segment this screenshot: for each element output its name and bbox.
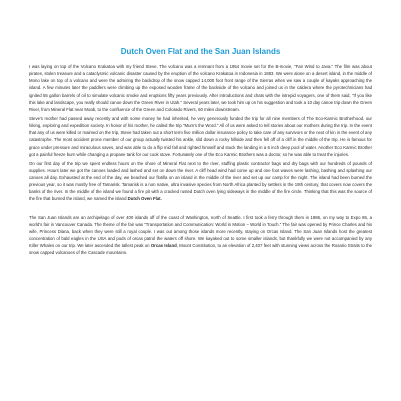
paragraph-text: On our first day of the trip we spent endless hours on the shore of Mineral Flat next to the river, stuffing plastic contractor bags and dry bags with our hundreds of pounds of supplies. Hours later we got the canoes loaded and lashed and set on down the river. A cliff head wind had come up and one foot waves were lashing, bashing and splashing our canoes all day. Exhausted at the end of the day, we beached our flotilla on an island in the middle of the river and set up our camp for the night. The island had been burned the previous year, so it was mostly free of Tamarisk. Tamarisk is a non native, ultra invasive species from North Africa planted by settlers in the 19th century, that covers now covers the banks of the river. In the middle of the island we found a fire pit with a cracked rusted Dutch oven lying sideways in the middle of the fire circle. Thinking that this was the source of the fire that burned the island, we named the island	[29, 160, 372, 202]
bold-island-name: Orcas Island	[150, 243, 177, 249]
paragraph-text: , Mount Constitution, to an elevation of 2,407 feet with stunning views across the Rosario Straits to the snow capped volcanoes of the Cascade mountains.	[29, 243, 373, 256]
paragraph-text: The San Juan Islands are an archipelago of over 400 islands off of the coast of Washington, north of Seattle. I first took a ferry through them in 1986, on my way to Expo 86, a world's fair in Vancouver Canada. The theme of the fair was "Transportation and Communication: World in Motion – World in Touch." The fair was opened by Prince Charles and his wife, Princess Diana, back when they were still a royal couple. I was out among those islands more recently, staying on Orcas Island. The San Juan Islands host the greatest concentration of bald eagles in the USA and pods of orcas patrol the waters off shore. We kayaked out to some smaller islands, but thankfully we were not accompanied by any Killer Whales on our trip. We later ascended the tallest peak on	[29, 214, 372, 249]
paragraph-krakatoa	[29, 63, 372, 113]
paragraph-dutch-oven-flat	[29, 160, 372, 203]
paragraph-text: Steve's mother had passed away recently and with some money he had inherited, he very generously funded the trip for all nine members of The Eco-Karmic Brotherhood, our hiking, exploring and expedition society. In honor of his mother, he called the trip "Mum's the Word." All of us were asked to tell stories about our mothers during the trip. In the event that any of us were killed or maimed on the trip, Steve had taken out a short term five million dollar insurance policy to take care of any survivors or the next of kin in the event of any catastrophe. The most accident prone member of our group actually twisted his ankle, slid down a rocky hillside and then fell off of a cliff in the middle of the trip. He is famous for grace under pressure and miraculous saves, and was able to do a flip mid fall and righted himself and stuck the landing in a 6 inch deep pool of water. Another Eco Karmic Brother got a painful freeze burn while changing a propane tank for our cook stove. Fortunately one of the Eco Karmic Brothers was a doctor, so he was able to treat the injuries.	[29, 115, 372, 157]
document-title: Dutch Oven Flat and the San Juan Islands	[120, 47, 281, 56]
paragraph-text: I was laying on top of the Volcano Krakatoa with my friend Steve. The volcano was a remnant from a 1954 movie set for the B-movie, "Fair Wind to Java." The film was about pirates, stolen treasure and a cataclysmic volcanic disaster caused by the eruption of the volcano Krakatoa in Indonesia in 1883. We were alone on a desert island, in the middle of Mono lake on top of a volcano and were the admiring the backdrop of the snow capped 14,000 foot front range of the Sierras when we saw a couple of kayaks approaching the island. A few minutes later the paddlers were climbing up the exposed wooden frame of the backside of the volcano and joined us in the caldera where the pyrotechnicians had ignited 55 gallon barrels of oil to simulate volcanic smoke and eruptions fifty years previously. After introductions and chats with the intrepid voyagers, one of them said, "If you like this lake and landscape, you really should canoe down the Green River in Utah." Several years later, we took him up on his suggestion and took a 10 day canoe trip down the Green River, from Mineral Flat near Moab, to the confluence of the Green and Colorado Rivers, 60 miles downstream.	[29, 64, 372, 112]
paragraph-san-juan-islands	[29, 214, 372, 257]
paragraph-mums-the-word	[29, 115, 372, 158]
document-body	[29, 63, 372, 258]
bold-island-name: Dutch Oven Flat.	[127, 196, 162, 202]
